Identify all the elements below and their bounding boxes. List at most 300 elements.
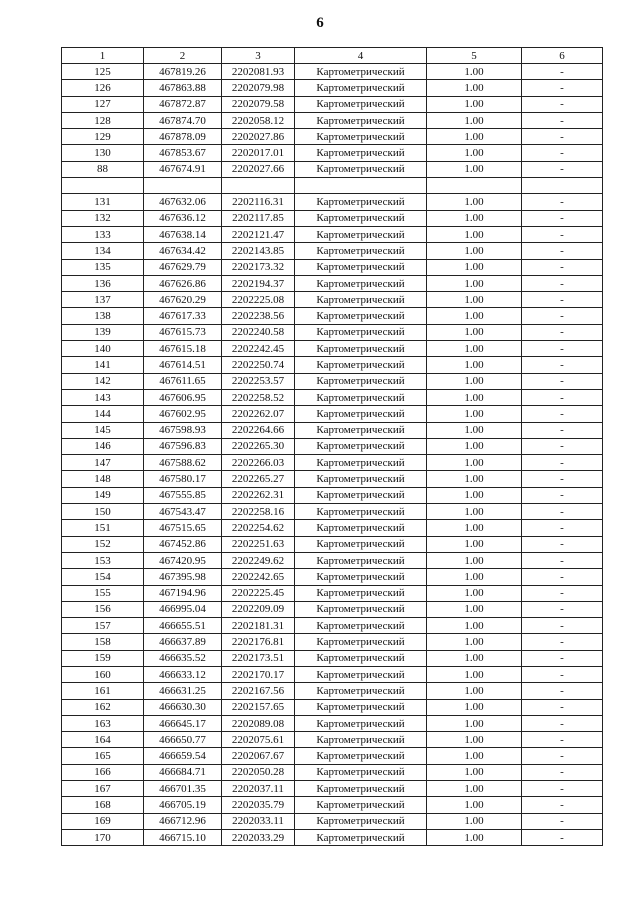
- y-coordinate-cell: 2202264.66: [222, 422, 295, 438]
- accuracy-cell: 1.00: [427, 797, 522, 813]
- method-cell: Картометрический: [295, 781, 427, 797]
- table-row: [62, 406, 603, 422]
- y-coordinate-cell: 2202262.07: [222, 406, 295, 422]
- table-row: [62, 145, 603, 161]
- point-number-cell: 156: [62, 601, 144, 617]
- method-cell: Картометрический: [295, 194, 427, 210]
- point-number-cell: 125: [62, 64, 144, 80]
- accuracy-cell: 1.00: [427, 781, 522, 797]
- accuracy-cell: 1.00: [427, 471, 522, 487]
- accuracy-cell: 1.00: [427, 634, 522, 650]
- accuracy-cell: 1.00: [427, 406, 522, 422]
- y-coordinate-cell: 2202242.65: [222, 569, 295, 585]
- y-coordinate-cell: 2202035.79: [222, 797, 295, 813]
- x-coordinate-cell: 467872.87: [144, 96, 222, 112]
- description-cell: -: [522, 618, 603, 634]
- method-cell: Картометрический: [295, 683, 427, 699]
- x-coordinate-cell: 467874.70: [144, 112, 222, 128]
- x-coordinate-cell: 467620.29: [144, 292, 222, 308]
- accuracy-cell: [427, 178, 522, 194]
- x-coordinate-cell: 466655.51: [144, 618, 222, 634]
- point-number-cell: 163: [62, 715, 144, 731]
- y-coordinate-cell: 2202067.67: [222, 748, 295, 764]
- description-cell: -: [522, 764, 603, 780]
- method-cell: Картометрический: [295, 80, 427, 96]
- table-row: [62, 357, 603, 373]
- method-cell: Картометрический: [295, 666, 427, 682]
- description-cell: -: [522, 683, 603, 699]
- x-coordinate-cell: 467395.98: [144, 569, 222, 585]
- y-coordinate-cell: 2202181.31: [222, 618, 295, 634]
- point-number-cell: 149: [62, 487, 144, 503]
- table-row: [62, 80, 603, 96]
- x-coordinate-cell: 467863.88: [144, 80, 222, 96]
- y-coordinate-cell: 2202225.45: [222, 585, 295, 601]
- point-number-cell: 139: [62, 324, 144, 340]
- accuracy-cell: 1.00: [427, 748, 522, 764]
- table-row: [62, 243, 603, 259]
- table-row: [62, 797, 603, 813]
- accuracy-cell: 1.00: [427, 569, 522, 585]
- description-cell: -: [522, 715, 603, 731]
- accuracy-cell: 1.00: [427, 764, 522, 780]
- point-number-cell: 140: [62, 341, 144, 357]
- accuracy-cell: 1.00: [427, 601, 522, 617]
- y-coordinate-cell: 2202027.66: [222, 161, 295, 177]
- point-number-cell: 158: [62, 634, 144, 650]
- y-coordinate-cell: 2202017.01: [222, 145, 295, 161]
- accuracy-cell: 1.00: [427, 292, 522, 308]
- y-coordinate-cell: 2202075.61: [222, 732, 295, 748]
- table-row: [62, 455, 603, 471]
- column-header-3: 3: [222, 48, 295, 64]
- method-cell: Картометрический: [295, 129, 427, 145]
- point-number-cell: 153: [62, 552, 144, 568]
- description-cell: -: [522, 406, 603, 422]
- point-number-cell: 136: [62, 275, 144, 291]
- point-number-cell: 167: [62, 781, 144, 797]
- x-coordinate-cell: 467632.06: [144, 194, 222, 210]
- accuracy-cell: 1.00: [427, 552, 522, 568]
- y-coordinate-cell: 2202079.58: [222, 96, 295, 112]
- accuracy-cell: 1.00: [427, 699, 522, 715]
- accuracy-cell: 1.00: [427, 357, 522, 373]
- x-coordinate-cell: 467452.86: [144, 536, 222, 552]
- point-number-cell: 130: [62, 145, 144, 161]
- point-number-cell: 128: [62, 112, 144, 128]
- description-cell: -: [522, 536, 603, 552]
- table-row: [62, 341, 603, 357]
- method-cell: Картометрический: [295, 112, 427, 128]
- y-coordinate-cell: 2202238.56: [222, 308, 295, 324]
- method-cell: Картометрический: [295, 275, 427, 291]
- description-cell: -: [522, 80, 603, 96]
- x-coordinate-cell: 467194.96: [144, 585, 222, 601]
- table-row: [62, 764, 603, 780]
- point-number-cell: 162: [62, 699, 144, 715]
- table-row: [62, 210, 603, 226]
- accuracy-cell: 1.00: [427, 129, 522, 145]
- description-cell: -: [522, 666, 603, 682]
- accuracy-cell: 1.00: [427, 829, 522, 845]
- table-row: [62, 64, 603, 80]
- table-row: [62, 715, 603, 731]
- table-row: [62, 683, 603, 699]
- table-row: [62, 699, 603, 715]
- point-number-cell: 137: [62, 292, 144, 308]
- method-cell: Картометрический: [295, 829, 427, 845]
- table-row: [62, 732, 603, 748]
- description-cell: -: [522, 226, 603, 242]
- method-cell: Картометрический: [295, 797, 427, 813]
- accuracy-cell: 1.00: [427, 308, 522, 324]
- description-cell: -: [522, 96, 603, 112]
- description-cell: -: [522, 422, 603, 438]
- method-cell: Картометрический: [295, 748, 427, 764]
- description-cell: -: [522, 699, 603, 715]
- x-coordinate-cell: 467629.79: [144, 259, 222, 275]
- column-header-4: 4: [295, 48, 427, 64]
- x-coordinate-cell: 467596.83: [144, 438, 222, 454]
- table-row: [62, 650, 603, 666]
- table-row: [62, 569, 603, 585]
- y-coordinate-cell: 2202249.62: [222, 552, 295, 568]
- method-cell: Картометрический: [295, 292, 427, 308]
- accuracy-cell: 1.00: [427, 341, 522, 357]
- table-row: [62, 666, 603, 682]
- x-coordinate-cell: 467588.62: [144, 455, 222, 471]
- description-cell: -: [522, 569, 603, 585]
- y-coordinate-cell: 2202050.28: [222, 764, 295, 780]
- y-coordinate-cell: 2202258.16: [222, 504, 295, 520]
- table-row: [62, 129, 603, 145]
- point-number-cell: 148: [62, 471, 144, 487]
- accuracy-cell: 1.00: [427, 80, 522, 96]
- y-coordinate-cell: 2202225.08: [222, 292, 295, 308]
- accuracy-cell: 1.00: [427, 585, 522, 601]
- description-cell: -: [522, 324, 603, 340]
- point-number-cell: 165: [62, 748, 144, 764]
- y-coordinate-cell: 2202089.08: [222, 715, 295, 731]
- method-cell: Картометрический: [295, 406, 427, 422]
- table-row: [62, 618, 603, 634]
- method-cell: Картометрический: [295, 536, 427, 552]
- method-cell: Картометрический: [295, 471, 427, 487]
- page-number: 6: [316, 15, 324, 31]
- x-coordinate-cell: 467878.09: [144, 129, 222, 145]
- y-coordinate-cell: 2202209.09: [222, 601, 295, 617]
- point-number-cell: 147: [62, 455, 144, 471]
- x-coordinate-cell: 467606.95: [144, 389, 222, 405]
- table-row: [62, 178, 603, 194]
- table-header: [62, 48, 603, 64]
- description-cell: -: [522, 585, 603, 601]
- table-row: [62, 634, 603, 650]
- accuracy-cell: 1.00: [427, 650, 522, 666]
- table-row: [62, 438, 603, 454]
- description-cell: -: [522, 520, 603, 536]
- y-coordinate-cell: 2202242.45: [222, 341, 295, 357]
- accuracy-cell: 1.00: [427, 210, 522, 226]
- method-cell: Картометрический: [295, 455, 427, 471]
- point-number-cell: 88: [62, 161, 144, 177]
- y-coordinate-cell: 2202258.52: [222, 389, 295, 405]
- method-cell: Картометрический: [295, 715, 427, 731]
- method-cell: Картометрический: [295, 161, 427, 177]
- table-row: [62, 226, 603, 242]
- accuracy-cell: 1.00: [427, 715, 522, 731]
- method-cell: Картометрический: [295, 341, 427, 357]
- point-number-cell: 154: [62, 569, 144, 585]
- x-coordinate-cell: 467615.73: [144, 324, 222, 340]
- point-number-cell: [62, 178, 144, 194]
- accuracy-cell: 1.00: [427, 455, 522, 471]
- y-coordinate-cell: 2202254.62: [222, 520, 295, 536]
- table-row: [62, 585, 603, 601]
- x-coordinate-cell: 466712.96: [144, 813, 222, 829]
- point-number-cell: 141: [62, 357, 144, 373]
- accuracy-cell: 1.00: [427, 536, 522, 552]
- y-coordinate-cell: 2202266.03: [222, 455, 295, 471]
- table-row: [62, 259, 603, 275]
- point-number-cell: 152: [62, 536, 144, 552]
- x-coordinate-cell: 466637.89: [144, 634, 222, 650]
- table-row: [62, 520, 603, 536]
- method-cell: Картометрический: [295, 732, 427, 748]
- method-cell: Картометрический: [295, 389, 427, 405]
- description-cell: -: [522, 781, 603, 797]
- point-number-cell: 151: [62, 520, 144, 536]
- accuracy-cell: 1.00: [427, 487, 522, 503]
- x-coordinate-cell: 467626.86: [144, 275, 222, 291]
- method-cell: Картометрический: [295, 210, 427, 226]
- x-coordinate-cell: 467420.95: [144, 552, 222, 568]
- table-row: [62, 112, 603, 128]
- x-coordinate-cell: 466633.12: [144, 666, 222, 682]
- table-row: [62, 422, 603, 438]
- method-cell: Картометрический: [295, 308, 427, 324]
- x-coordinate-cell: 466635.52: [144, 650, 222, 666]
- accuracy-cell: 1.00: [427, 438, 522, 454]
- x-coordinate-cell: 467853.67: [144, 145, 222, 161]
- table-row: [62, 161, 603, 177]
- accuracy-cell: 1.00: [427, 389, 522, 405]
- table-row: [62, 829, 603, 845]
- x-coordinate-cell: 467598.93: [144, 422, 222, 438]
- method-cell: Картометрический: [295, 487, 427, 503]
- description-cell: -: [522, 389, 603, 405]
- y-coordinate-cell: 2202265.30: [222, 438, 295, 454]
- description-cell: -: [522, 259, 603, 275]
- description-cell: -: [522, 552, 603, 568]
- description-cell: -: [522, 438, 603, 454]
- accuracy-cell: 1.00: [427, 96, 522, 112]
- description-cell: -: [522, 813, 603, 829]
- table-row: [62, 308, 603, 324]
- method-cell: Картометрический: [295, 650, 427, 666]
- point-number-cell: 127: [62, 96, 144, 112]
- accuracy-cell: 1.00: [427, 618, 522, 634]
- method-cell: Картометрический: [295, 373, 427, 389]
- table-row: [62, 813, 603, 829]
- x-coordinate-cell: 466631.25: [144, 683, 222, 699]
- y-coordinate-cell: 2202116.31: [222, 194, 295, 210]
- y-coordinate-cell: 2202250.74: [222, 357, 295, 373]
- description-cell: -: [522, 292, 603, 308]
- y-coordinate-cell: 2202251.63: [222, 536, 295, 552]
- point-number-cell: 168: [62, 797, 144, 813]
- method-cell: Картометрический: [295, 259, 427, 275]
- point-number-cell: 144: [62, 406, 144, 422]
- x-coordinate-cell: 466684.71: [144, 764, 222, 780]
- description-cell: -: [522, 455, 603, 471]
- x-coordinate-cell: 466715.10: [144, 829, 222, 845]
- header-row: [62, 48, 603, 64]
- y-coordinate-cell: [222, 178, 295, 194]
- table-row: [62, 373, 603, 389]
- method-cell: Картометрический: [295, 618, 427, 634]
- y-coordinate-cell: 2202033.11: [222, 813, 295, 829]
- x-coordinate-cell: 467515.65: [144, 520, 222, 536]
- method-cell: Картометрический: [295, 243, 427, 259]
- point-number-cell: 133: [62, 226, 144, 242]
- point-number-cell: 164: [62, 732, 144, 748]
- x-coordinate-cell: 466995.04: [144, 601, 222, 617]
- y-coordinate-cell: 2202058.12: [222, 112, 295, 128]
- x-coordinate-cell: 466645.17: [144, 715, 222, 731]
- x-coordinate-cell: 466701.35: [144, 781, 222, 797]
- y-coordinate-cell: 2202143.85: [222, 243, 295, 259]
- description-cell: -: [522, 471, 603, 487]
- point-number-cell: 135: [62, 259, 144, 275]
- method-cell: Картометрический: [295, 699, 427, 715]
- table-row: [62, 471, 603, 487]
- y-coordinate-cell: 2202173.51: [222, 650, 295, 666]
- table-row: [62, 536, 603, 552]
- table-row: [62, 748, 603, 764]
- description-cell: -: [522, 210, 603, 226]
- point-number-cell: 126: [62, 80, 144, 96]
- point-number-cell: 138: [62, 308, 144, 324]
- table-row: [62, 487, 603, 503]
- method-cell: Картометрический: [295, 601, 427, 617]
- x-coordinate-cell: 467674.91: [144, 161, 222, 177]
- accuracy-cell: 1.00: [427, 324, 522, 340]
- y-coordinate-cell: 2202167.56: [222, 683, 295, 699]
- y-coordinate-cell: 2202033.29: [222, 829, 295, 845]
- description-cell: -: [522, 601, 603, 617]
- point-number-cell: 170: [62, 829, 144, 845]
- point-number-cell: 143: [62, 389, 144, 405]
- method-cell: Картометрический: [295, 813, 427, 829]
- x-coordinate-cell: 466630.30: [144, 699, 222, 715]
- description-cell: -: [522, 194, 603, 210]
- table-row: [62, 389, 603, 405]
- accuracy-cell: 1.00: [427, 732, 522, 748]
- accuracy-cell: 1.00: [427, 813, 522, 829]
- y-coordinate-cell: 2202170.17: [222, 666, 295, 682]
- description-cell: -: [522, 64, 603, 80]
- x-coordinate-cell: 466659.54: [144, 748, 222, 764]
- y-coordinate-cell: 2202157.65: [222, 699, 295, 715]
- description-cell: -: [522, 243, 603, 259]
- point-number-cell: 145: [62, 422, 144, 438]
- y-coordinate-cell: 2202240.58: [222, 324, 295, 340]
- accuracy-cell: 1.00: [427, 666, 522, 682]
- method-cell: Картометрический: [295, 96, 427, 112]
- point-number-cell: 161: [62, 683, 144, 699]
- y-coordinate-cell: 2202265.27: [222, 471, 295, 487]
- description-cell: -: [522, 357, 603, 373]
- point-number-cell: 142: [62, 373, 144, 389]
- method-cell: Картометрический: [295, 145, 427, 161]
- point-number-cell: 166: [62, 764, 144, 780]
- method-cell: Картометрический: [295, 504, 427, 520]
- coordinates-table: [61, 47, 603, 846]
- y-coordinate-cell: 2202079.98: [222, 80, 295, 96]
- table-row: [62, 292, 603, 308]
- x-coordinate-cell: 467615.18: [144, 341, 222, 357]
- y-coordinate-cell: 2202173.32: [222, 259, 295, 275]
- point-number-cell: 169: [62, 813, 144, 829]
- table-row: [62, 781, 603, 797]
- y-coordinate-cell: 2202081.93: [222, 64, 295, 80]
- method-cell: Картометрический: [295, 569, 427, 585]
- table-body: [62, 64, 603, 846]
- description-cell: -: [522, 650, 603, 666]
- column-header-2: 2: [144, 48, 222, 64]
- method-cell: Картометрический: [295, 357, 427, 373]
- point-number-cell: 129: [62, 129, 144, 145]
- y-coordinate-cell: 2202262.31: [222, 487, 295, 503]
- accuracy-cell: 1.00: [427, 243, 522, 259]
- description-cell: -: [522, 732, 603, 748]
- column-header-5: 5: [427, 48, 522, 64]
- point-number-cell: 155: [62, 585, 144, 601]
- point-number-cell: 150: [62, 504, 144, 520]
- table-row: [62, 324, 603, 340]
- accuracy-cell: 1.00: [427, 683, 522, 699]
- description-cell: -: [522, 634, 603, 650]
- x-coordinate-cell: [144, 178, 222, 194]
- method-cell: Картометрический: [295, 585, 427, 601]
- accuracy-cell: 1.00: [427, 226, 522, 242]
- point-number-cell: 132: [62, 210, 144, 226]
- description-cell: -: [522, 748, 603, 764]
- description-cell: [522, 178, 603, 194]
- description-cell: -: [522, 129, 603, 145]
- accuracy-cell: 1.00: [427, 275, 522, 291]
- accuracy-cell: 1.00: [427, 373, 522, 389]
- x-coordinate-cell: 467602.95: [144, 406, 222, 422]
- x-coordinate-cell: 467638.14: [144, 226, 222, 242]
- x-coordinate-cell: 466705.19: [144, 797, 222, 813]
- point-number-cell: 160: [62, 666, 144, 682]
- accuracy-cell: 1.00: [427, 64, 522, 80]
- y-coordinate-cell: 2202194.37: [222, 275, 295, 291]
- method-cell: Картометрический: [295, 64, 427, 80]
- description-cell: -: [522, 112, 603, 128]
- description-cell: -: [522, 373, 603, 389]
- x-coordinate-cell: 467611.65: [144, 373, 222, 389]
- description-cell: -: [522, 145, 603, 161]
- point-number-cell: 157: [62, 618, 144, 634]
- description-cell: -: [522, 829, 603, 845]
- y-coordinate-cell: 2202037.11: [222, 781, 295, 797]
- description-cell: -: [522, 275, 603, 291]
- method-cell: Картометрический: [295, 226, 427, 242]
- column-header-1: 1: [62, 48, 144, 64]
